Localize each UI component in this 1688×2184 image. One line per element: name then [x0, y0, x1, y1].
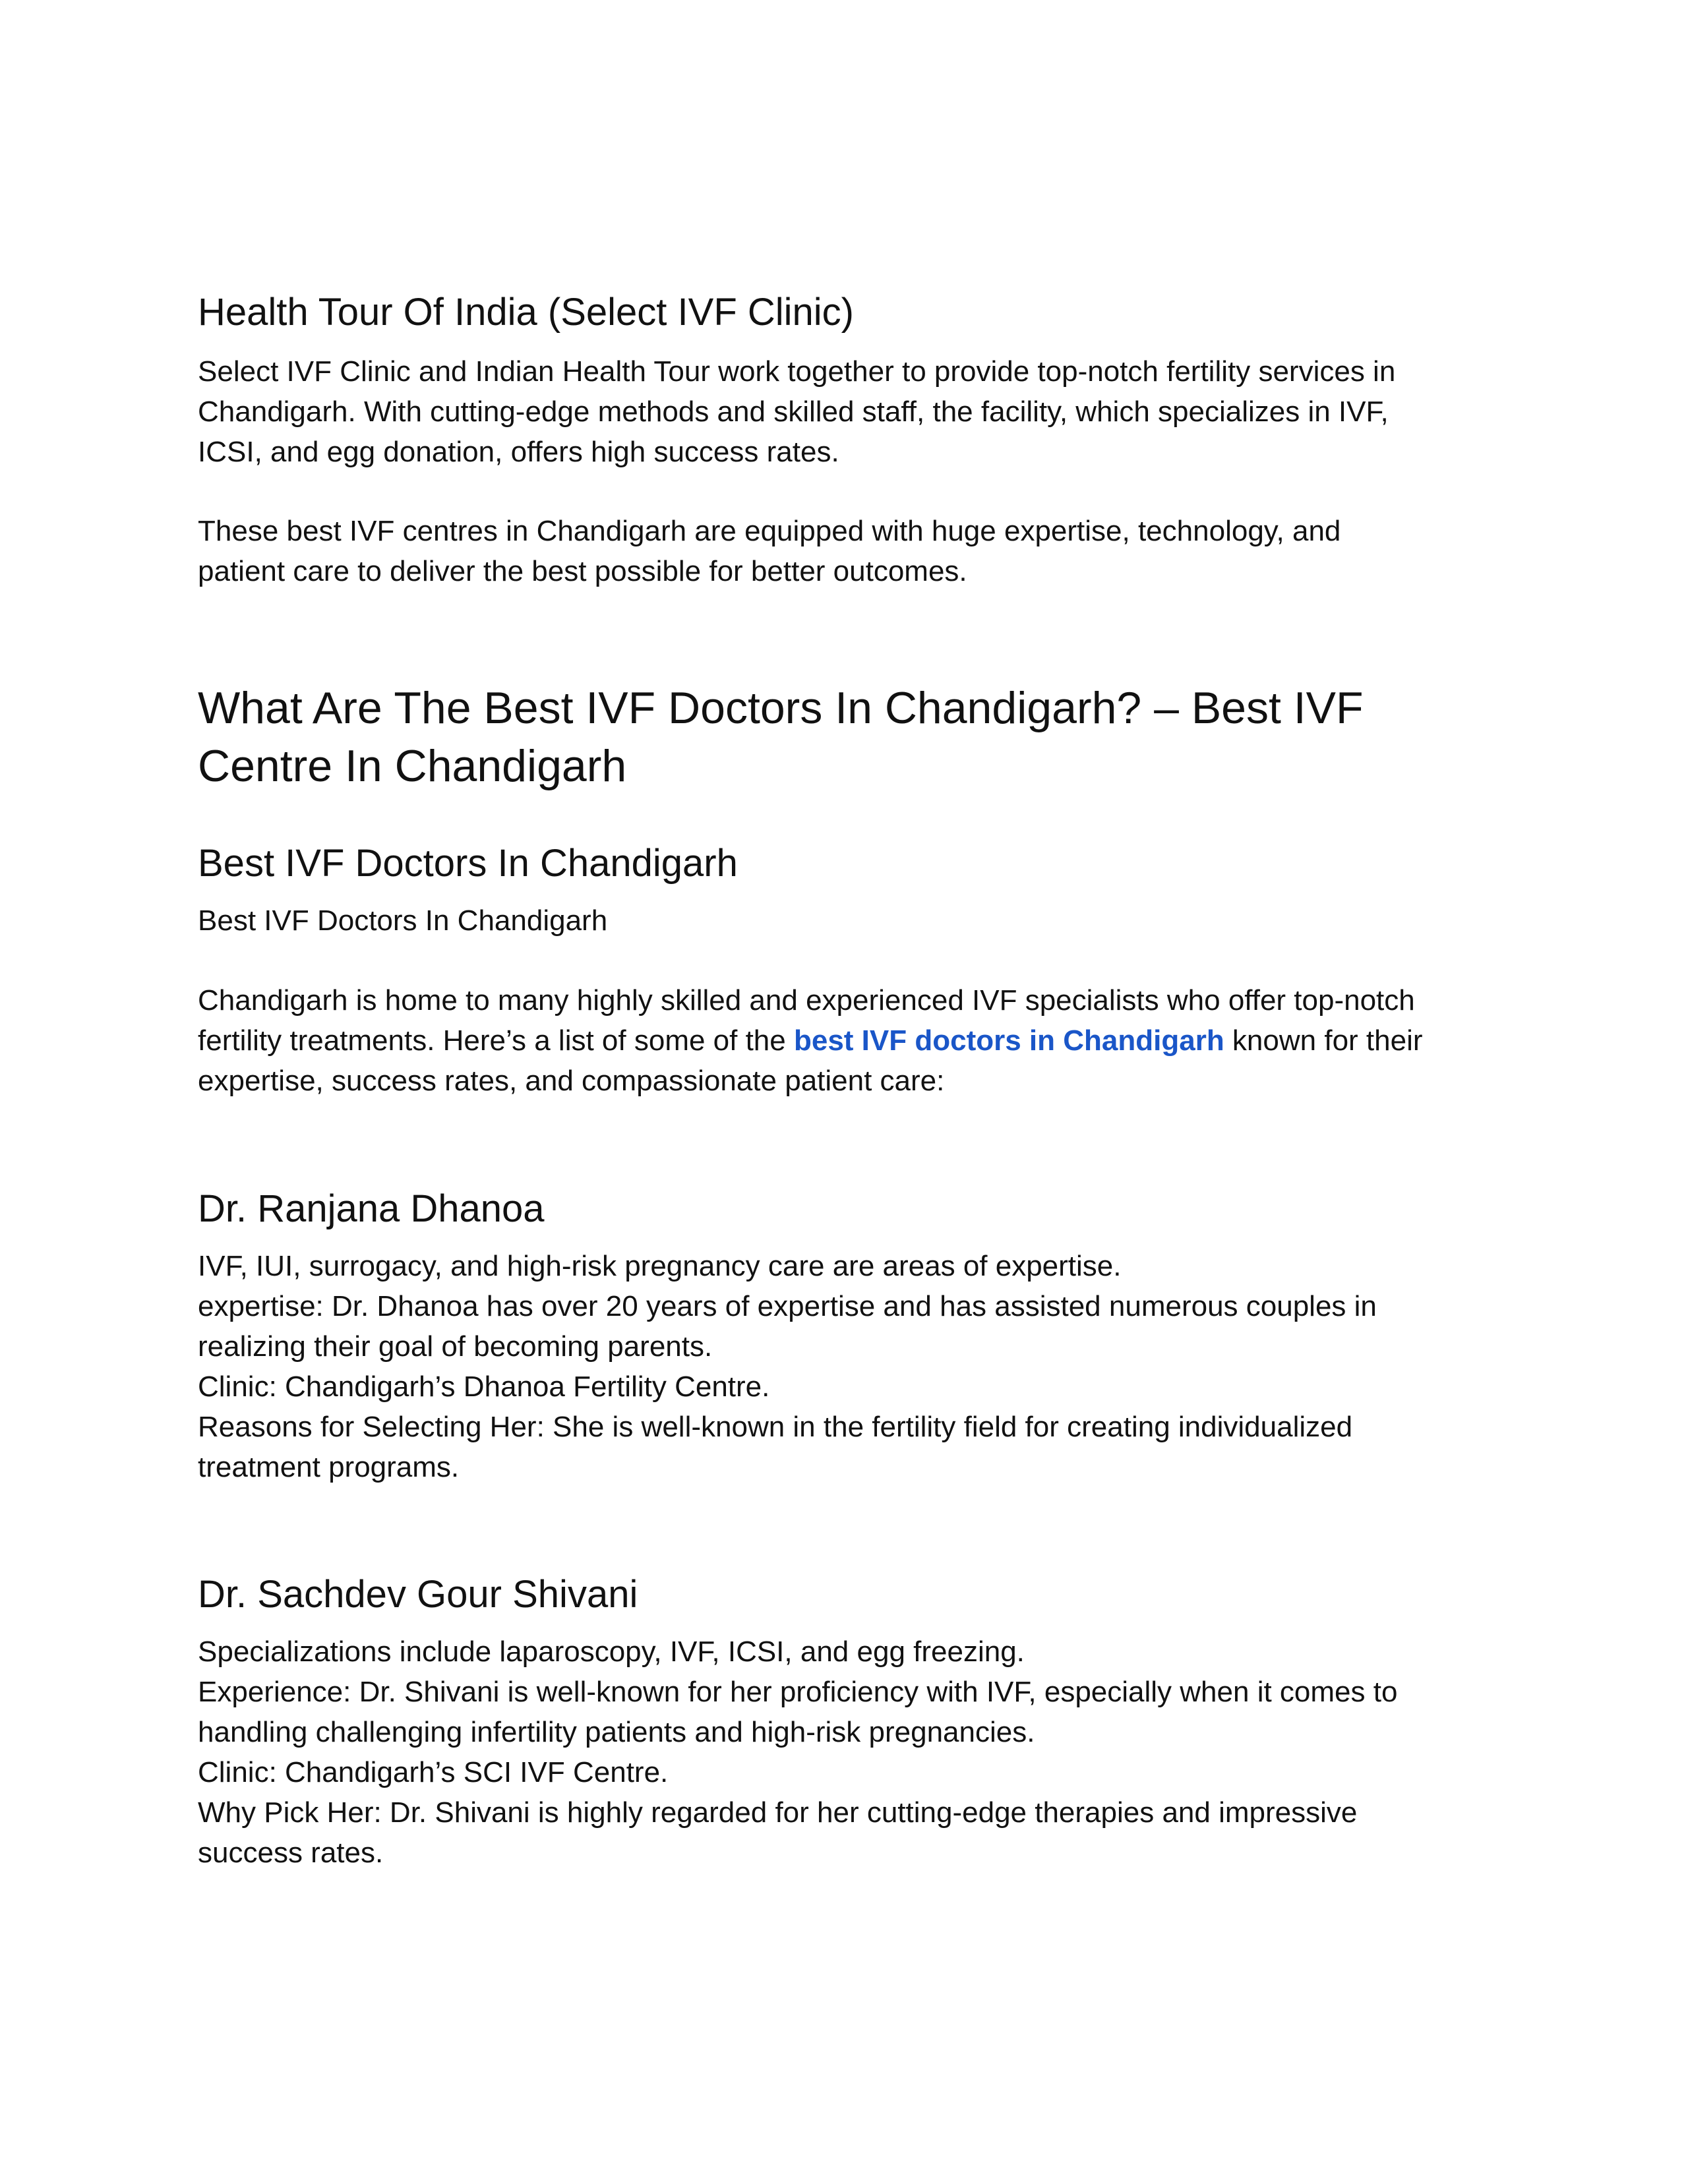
paragraph-line: ICSI, and egg donation, offers high success rates. — [198, 436, 839, 468]
best-ivf-doctors-link[interactable]: best IVF doctors in Chandigarh — [793, 1024, 1224, 1057]
doctor-detail-line: expertise: Dr. Dhanoa has over 20 years of expertise and has assisted numerous couples in — [198, 1290, 1377, 1322]
subheading-best-ivf-doctors: Best IVF Doctors In Chandigarh — [198, 842, 738, 885]
doctor-detail-line: realizing their goal of becoming parents. — [198, 1330, 713, 1363]
paragraph-line: Chandigarh is home to many highly skilled and experienced IVF specialists who offer top-notch — [198, 984, 1415, 1017]
doctor-detail-line: Experience: Dr. Shivani is well-known for her proficiency with IVF, especially when it comes to — [198, 1676, 1398, 1708]
section-heading-health-tour: Health Tour Of India (Select IVF Clinic) — [198, 291, 854, 334]
text-after-link: known for their — [1224, 1024, 1423, 1057]
doctor-name-sachdev-gour-shivani: Dr. Sachdev Gour Shivani — [198, 1573, 638, 1616]
paragraph-line-with-link — [198, 1020, 1497, 1061]
paragraph-line: expertise, success rates, and compassionate patient care: — [198, 1065, 945, 1097]
doctor-detail-line: Reasons for Selecting Her: She is well-known in the fertility field for creating individualized — [198, 1411, 1353, 1443]
paragraph-select-ivf — [198, 351, 1497, 472]
doctor-detail-line: Why Pick Her: Dr. Shivani is highly regarded for her cutting-edge therapies and impressive — [198, 1796, 1358, 1829]
doctor-name-ranjana-dhanoa: Dr. Ranjana Dhanoa — [198, 1187, 545, 1230]
doctor-detail-line: Specializations include laparoscopy, IVF, ICSI, and egg freezing. — [198, 1636, 1025, 1668]
doctor-detail-line: Clinic: Chandigarh’s Dhanoa Fertility Centre. — [198, 1371, 770, 1403]
image-caption: Best IVF Doctors In Chandigarh — [198, 904, 608, 937]
section-heading-best-ivf-doctors — [198, 679, 1497, 795]
heading-line: What Are The Best IVF Doctors In Chandigarh? – Best IVF — [198, 683, 1364, 733]
doctor-detail-line: IVF, IUI, surrogacy, and high-risk pregnancy care are areas of expertise. — [198, 1250, 1122, 1282]
heading-line: Centre In Chandigarh — [198, 741, 627, 791]
doctor-detail-line: success rates. — [198, 1837, 384, 1869]
paragraph-line: patient care to deliver the best possible for better outcomes. — [198, 555, 967, 587]
paragraph-intro — [198, 980, 1497, 1101]
paragraph-line: Select IVF Clinic and Indian Health Tour work together to provide top-notch fertility services in — [198, 355, 1396, 388]
doctor-detail-line: handling challenging infertility patients and high-risk pregnancies. — [198, 1716, 1035, 1748]
paragraph-ivf-centres — [198, 511, 1497, 591]
paragraph-line: These best IVF centres in Chandigarh are equipped with huge expertise, technology, and — [198, 515, 1341, 547]
paragraph-line: Chandigarh. With cutting-edge methods and skilled staff, the facility, which specializes in IVF, — [198, 396, 1389, 428]
text-before-link: fertility treatments. Here’s a list of some of the — [198, 1024, 794, 1057]
doctor-details-ranjana-dhanoa — [198, 1246, 1497, 1487]
doctor-detail-line: treatment programs. — [198, 1451, 460, 1483]
doctor-detail-line: Clinic: Chandigarh’s SCI IVF Centre. — [198, 1756, 669, 1788]
doctor-details-sachdev-gour-shivani — [198, 1632, 1497, 1873]
